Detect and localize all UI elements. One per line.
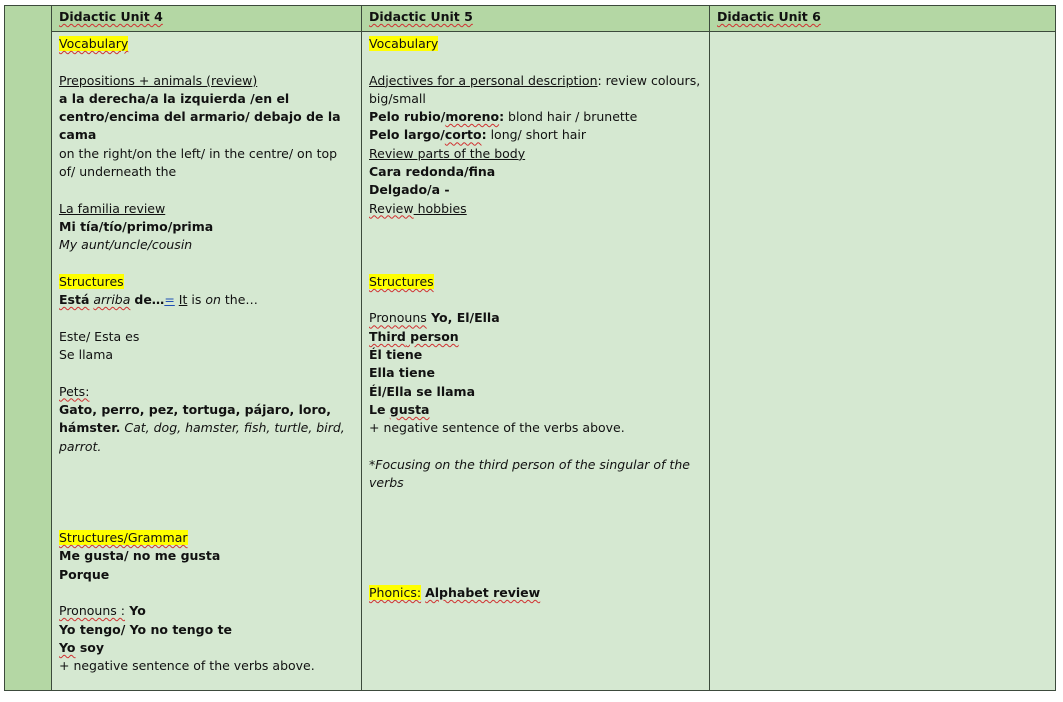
unit6-column	[710, 6, 1055, 690]
alphabet-review: Alphabet review	[425, 584, 541, 600]
review-word: Review	[369, 200, 414, 216]
yo-soy-line	[59, 639, 355, 657]
gusta-word: gusta	[389, 401, 430, 417]
adjectives-heading: Adjectives for a personal description	[369, 72, 598, 88]
esta-line	[59, 291, 355, 309]
yo-tengo-line: Yo tengo/ Yo no tengo te	[59, 621, 233, 637]
prepositions-english: on the right/on the left/ in the centre/ on top of/ underneath the	[59, 145, 338, 180]
adjectives-rest: : review colours, big/small	[369, 72, 701, 106]
pelo-largo-line	[369, 126, 703, 144]
hobbies-line	[369, 200, 703, 218]
cara-line: Cara redonda/fina	[369, 164, 496, 180]
yo-word: Yo	[59, 639, 76, 655]
prepositions-spanish: a la derecha/a la izquierda /en el centro/encima del armario/ debajo de la cama	[59, 90, 341, 143]
pronouns-label: Pronouns :	[59, 603, 125, 619]
on-word: on	[205, 292, 221, 308]
unit5-structures-label: Structures	[369, 273, 434, 289]
unit4-cell	[52, 32, 361, 675]
unit4-header	[52, 6, 361, 32]
hobbies-word: hobbies	[413, 200, 467, 216]
pets-english: Cat, dog, hamster, fish, turtle, bird, parrot.	[59, 420, 345, 454]
pelo-rubio-english: blond hair / brunette	[504, 109, 638, 125]
unit6-header	[710, 6, 1055, 32]
prepositions-heading: Prepositions + animals (review)	[59, 72, 258, 88]
pelo-rubio: Pelo rubio/	[369, 109, 446, 125]
unit4-column	[52, 6, 362, 690]
unit6-title: Didactic Unit 6	[717, 9, 821, 24]
delgado-line: Delgado/a -	[369, 182, 450, 198]
pronouns-line	[59, 602, 355, 620]
family-spanish: Mi tía/tío/primo/prima	[59, 218, 214, 234]
el-tiene-line: Él tiene	[369, 347, 423, 363]
pets-line	[59, 401, 355, 456]
unit4-title: Didactic Unit 4	[59, 9, 163, 24]
soy-word: soy	[75, 639, 105, 655]
pelo-rubio-colon: :	[499, 109, 505, 125]
third-word: Third	[369, 328, 406, 344]
unit5-pronouns-line	[369, 309, 703, 327]
ella-tiene-line: Ella tiene	[369, 365, 436, 381]
unit5-header	[362, 6, 709, 32]
se-llama-line: Se llama	[59, 347, 114, 363]
the-word: the…	[220, 292, 258, 308]
phonics-label: Phonics:	[369, 584, 422, 600]
row-label-column	[5, 6, 52, 690]
me-gusta-line: Me gusta/ no me gusta	[59, 548, 221, 564]
unit5-cell	[362, 32, 709, 602]
moreno-word: moreno	[445, 109, 500, 125]
corto-word: corto	[444, 127, 482, 143]
unit4-negative-line: + negative sentence of the verbs above.	[59, 658, 315, 674]
family-heading: La familia review	[59, 200, 166, 216]
body-review-line: Review parts of the body	[369, 145, 526, 161]
unit5-pronouns-word: Pronouns	[369, 310, 427, 326]
unit5-vocabulary-label: Vocabulary	[369, 36, 439, 51]
pelo-largo: Pelo largo/	[369, 127, 445, 143]
grammar-label: Structures/Grammar	[59, 530, 188, 546]
equals-sign: =	[164, 292, 175, 308]
unit5-title: Didactic Unit 5	[369, 9, 473, 24]
unit5-pronouns-rest: Yo, El/Ella	[426, 310, 500, 326]
structures-label: Structures	[59, 273, 124, 289]
le-word: Le	[369, 401, 390, 417]
pets-spanish: Gato, perro, pez, tortuga, pájaro, loro, hámster.	[59, 401, 332, 436]
family-english: My aunt/uncle/cousin	[59, 237, 193, 253]
pelo-largo-colon: :	[481, 127, 487, 143]
unit6-cell	[710, 32, 1055, 35]
row-label-header	[5, 6, 51, 32]
arriba-word: arriba	[93, 292, 131, 308]
unit5-column	[362, 6, 710, 690]
it-word: It	[178, 292, 188, 308]
porque-line: Porque	[59, 566, 110, 582]
curriculum-table	[4, 5, 1056, 691]
unit5-negative-line: + negative sentence of the verbs above.	[369, 420, 625, 436]
is-word: is	[187, 292, 206, 308]
pelo-largo-english: long/ short hair	[486, 127, 587, 143]
esta-word: Está	[59, 292, 90, 308]
pelo-rubio-line	[369, 108, 703, 126]
person-word: person	[405, 328, 459, 344]
este-line: Este/ Esta es	[59, 328, 140, 344]
le-gusta-line	[369, 401, 703, 419]
vocabulary-label: Vocabulary	[59, 36, 129, 51]
focus-note: *Focusing on the third person of the singular of the verbs	[369, 456, 690, 491]
third-person-line	[369, 328, 703, 346]
adjectives-line	[369, 72, 703, 109]
pronoun-yo: Yo	[124, 603, 146, 619]
de-word: de…	[134, 292, 165, 308]
phonics-line	[369, 584, 703, 602]
ella-se-llama-line: Él/Ella se llama	[369, 383, 476, 399]
pets-heading: Pets:	[59, 383, 90, 399]
